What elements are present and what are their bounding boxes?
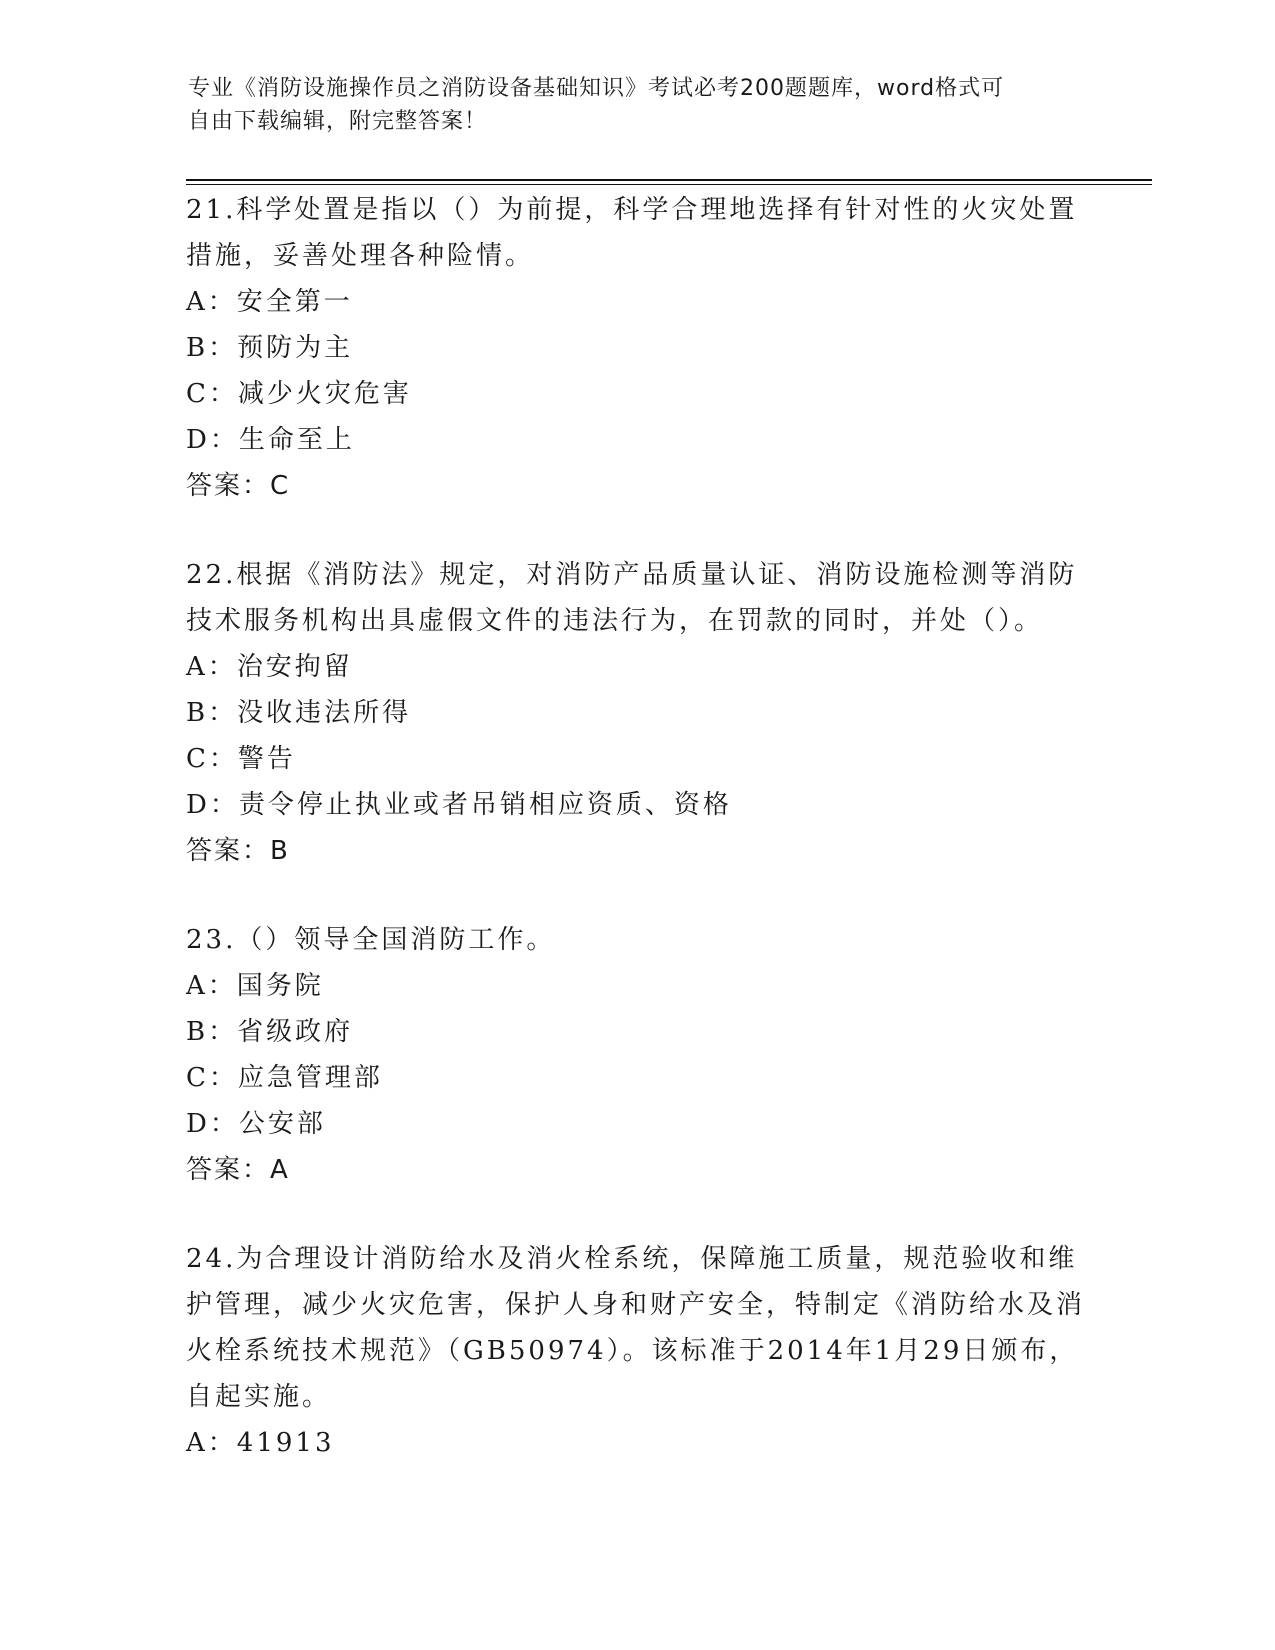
question-text: 23.（）领导全国消防工作。 (186, 925, 556, 955)
option-d: D：公安部 (186, 1109, 326, 1139)
answer: 答案：C (186, 471, 291, 501)
question-22 (186, 552, 1086, 874)
option-c: C：警告 (186, 744, 296, 774)
option-a: A：治安拘留 (186, 652, 353, 682)
option-a: A：安全第一 (186, 287, 353, 317)
answer: 答案：B (186, 836, 290, 866)
option-d: D：责令停止执业或者吊销相应资质、资格 (186, 790, 732, 820)
question-text: 22.根据《消防法》规定，对消防产品质量认证、消防设施检测等消防技术服务机构出具虚假文件的违法行为，在罚款的同时，并处（）。 (186, 560, 1078, 636)
option-c: C：应急管理部 (186, 1063, 383, 1093)
question-text: 24.为合理设计消防给水及消火栓系统，保障施工质量，规范验收和维护管理，减少火灾危害，保护人身和财产安全，特制定《消防给水及消火栓系统技术规范》（GB50974）。该标准于2014年1月29日颁布，自起实施。 (186, 1244, 1086, 1412)
option-d: D：生命至上 (186, 425, 355, 455)
option-c: C：减少火灾危害 (186, 379, 412, 409)
document-header (188, 72, 1068, 138)
question-24 (186, 1236, 1086, 1466)
question-21 (186, 187, 1086, 509)
header-divider-thin (186, 184, 1152, 185)
option-a: A：41913 (186, 1428, 335, 1458)
option-b: B：预防为主 (186, 333, 354, 363)
question-23 (186, 917, 1086, 1193)
question-list (186, 187, 1086, 1509)
answer: 答案：A (186, 1155, 290, 1185)
header-line-2: 自由下载编辑，附完整答案！ (188, 109, 488, 134)
header-line-1: 专业《消防设施操作员之消防设备基础知识》考试必考200题题库，word格式可 (188, 76, 1005, 101)
option-a: A：国务院 (186, 971, 324, 1001)
question-text: 21.科学处置是指以（）为前提，科学合理地选择有针对性的火灾处置措施，妥善处理各种险情。 (186, 195, 1078, 271)
option-b: B：省级政府 (186, 1017, 354, 1047)
header-divider-thick (186, 179, 1152, 181)
option-b: B：没收违法所得 (186, 698, 412, 728)
